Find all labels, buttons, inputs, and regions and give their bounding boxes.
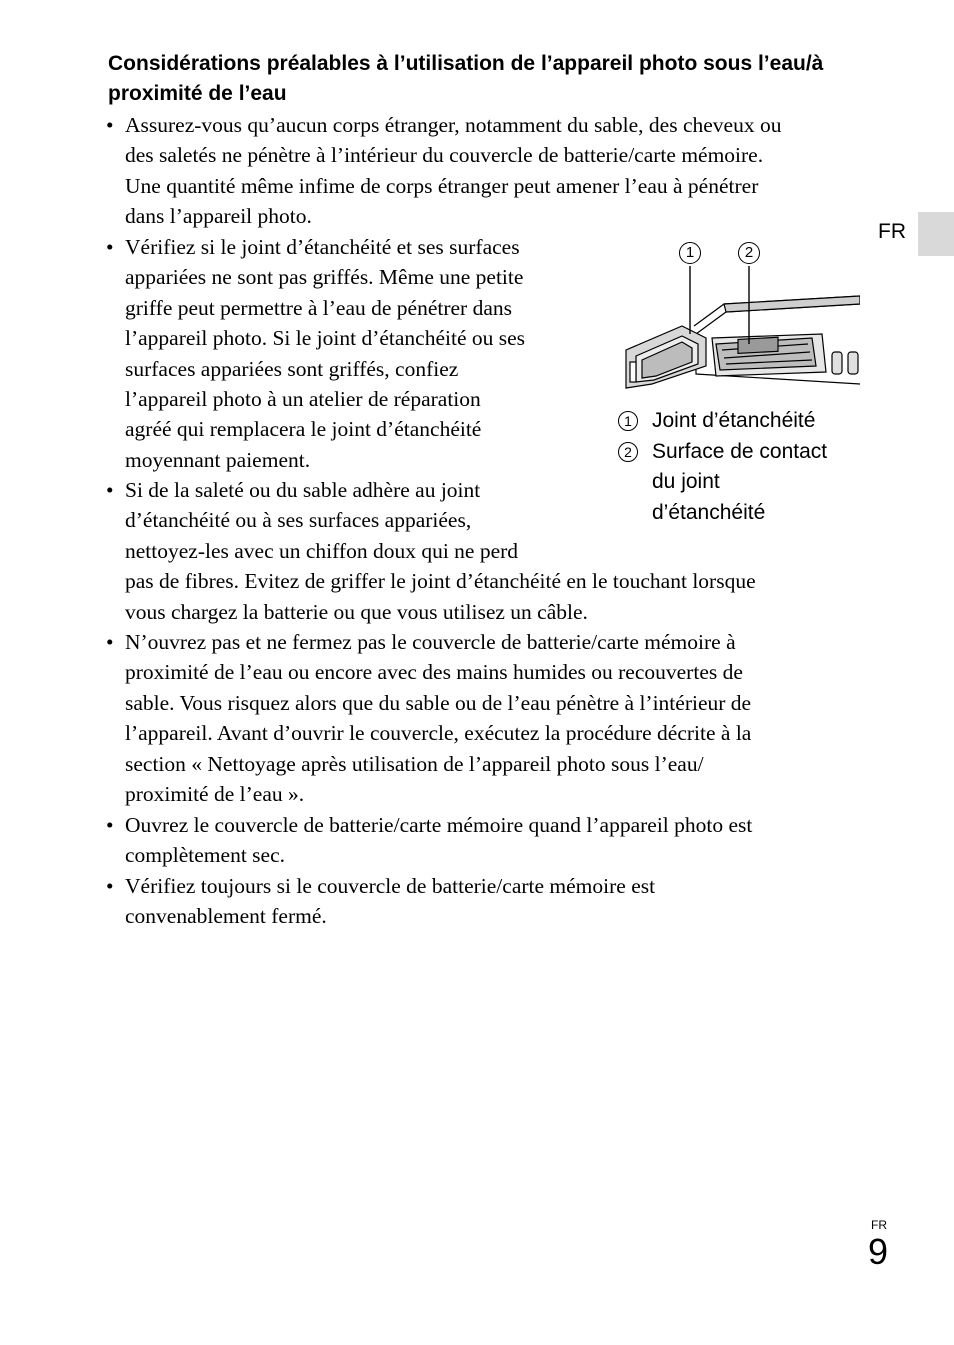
bullet-item xyxy=(125,110,781,232)
text-line: surfaces appariées sont griffés, confiez xyxy=(125,356,459,381)
text-line: l’appareil photo à un atelier de réparation xyxy=(125,387,481,412)
language-tab-label: FR xyxy=(878,220,906,243)
section-heading: Considérations préalables à l’utilisation de l’appareil photo sous l’eau/à proximité de l’eau xyxy=(108,52,824,105)
text-line: complètement sec. xyxy=(125,843,285,868)
caption-line: Surface de contact xyxy=(652,439,828,463)
text-line: Vérifiez si le joint d’étanchéité et ses surfaces xyxy=(125,235,520,259)
marker-1 xyxy=(679,242,701,264)
text-line: proximité de l’eau ». xyxy=(125,782,305,807)
text-line: Assurez-vous qu’aucun corps étranger, notamment du sable, des cheveux ou xyxy=(125,113,782,137)
text-line: Ouvrez le couvercle de batterie/carte mémoire quand l’appareil photo est xyxy=(125,813,753,837)
camera-illustration xyxy=(612,234,860,394)
text-line: moyennant paiement. xyxy=(125,447,311,472)
marker-1-label: 1 xyxy=(685,244,695,261)
caption-line: d’étanchéité xyxy=(652,500,766,524)
text-line: section « Nettoyage après utilisation de l’appareil photo sous l’eau/ xyxy=(125,751,704,776)
caption-2-text xyxy=(652,437,827,529)
text-line: griffe peut permettre à l’eau de pénétrer dans xyxy=(125,295,512,320)
bullet-item xyxy=(125,871,655,932)
caption-1 xyxy=(618,406,868,437)
footer-language: FR xyxy=(871,1218,887,1232)
page-number: 9 xyxy=(868,1231,889,1272)
bullet-item xyxy=(125,232,525,475)
text-line: Une quantité même infime de corps étranger peut amener l’eau à pénétrer xyxy=(125,173,759,198)
text-line: des saletés ne pénètre à l’intérieur du couvercle de batterie/carte mémoire. xyxy=(125,143,764,168)
text-line: appariées ne sont pas griffés. Même une petite xyxy=(125,265,524,290)
caption-2 xyxy=(618,437,868,529)
figure-captions xyxy=(618,406,868,528)
text-line: N’ouvrez pas et ne fermez pas le couvercle de batterie/carte mémoire à xyxy=(125,630,736,654)
text-line: dans l’appareil photo. xyxy=(125,204,312,229)
text-line: sable. Vous risquez alors que du sable ou de l’eau pénètre à l’intérieur de xyxy=(125,690,752,715)
text-line: Vérifiez toujours si le couvercle de batterie/carte mémoire est xyxy=(125,874,656,898)
text-line: agréé qui remplacera le joint d’étanchéité xyxy=(125,417,482,442)
bullet-marker: • xyxy=(106,630,114,654)
caption-line: Joint d’étanchéité xyxy=(652,409,816,432)
text-line: pas de fibres. Evitez de griffer le joint d’étanchéité en le touchant lorsque xyxy=(125,569,756,594)
caption-2-number: 2 xyxy=(618,442,638,462)
marker-2 xyxy=(738,242,760,264)
bullet-marker: • xyxy=(106,113,114,137)
text-line: nettoyez-les avec un chiffon doux qui ne perd xyxy=(125,538,519,563)
text-line: Si de la saleté ou du sable adhère au joint xyxy=(125,478,481,502)
caption-line: du joint xyxy=(652,470,720,493)
caption-1-number: 1 xyxy=(618,411,638,431)
marker-2-label: 2 xyxy=(744,244,754,261)
text-line: l’appareil photo. Si le joint d’étanchéité ou ses xyxy=(125,326,526,351)
bullet-item xyxy=(125,810,752,871)
text-line: l’appareil. Avant d’ouvrir le couvercle, exécutez la procédure décrite à la xyxy=(125,721,752,746)
caption-1-text xyxy=(652,406,815,437)
bullet-marker: • xyxy=(106,813,114,837)
text-line: vous chargez la batterie ou que vous utilisez un câble. xyxy=(125,599,588,624)
text-line: proximité de l’eau ou encore avec des mains humides ou recouvertes de xyxy=(125,660,743,685)
camera-cover-figure xyxy=(612,234,860,394)
text-line: d’étanchéité ou à ses surfaces appariées, xyxy=(125,508,472,533)
text-line: convenablement fermé. xyxy=(125,904,327,929)
bullet-marker: • xyxy=(106,874,114,898)
bullet-marker: • xyxy=(106,478,114,502)
bullet-item xyxy=(125,627,751,809)
bullet-marker: • xyxy=(106,235,114,259)
